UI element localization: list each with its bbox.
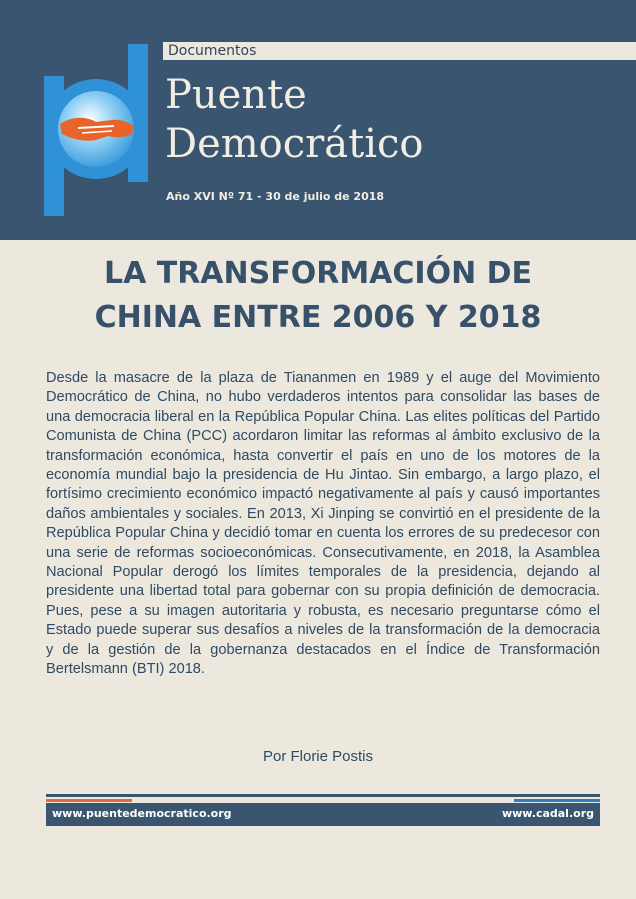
footer-accent-right: [514, 799, 600, 802]
footer-accent-left: [46, 799, 132, 802]
article-abstract: Desde la masacre de la plaza de Tiananmen en 1989 y el auge del Movimiento Democrático de China, no hubo verdaderos intentos para consolidar las bases de una democracia liberal en la República Popular China. Las elites políticas del Partido Comunista de China (PCC) acordaron limitar las reformas al ámbito exclusivo de la transformación económica, hasta convertir el país en uno de los motores de la economía mundial bajo la presidencia de Hu Jintao. Sin embargo, a largo plazo, el fortísimo crecimiento económico impactó negativamente al país y causó importantes daños ambientales y sociales. En 2013, Xi Jinping se convirtió en el presidente de la República Popular China y decidió tomar en cuenta los errores de su predecesor con una serie de reformas socioeconómicas. Consecutivamente, en 2018, la Asamblea Nacional Popular derogó los límites temporales de la presidencia, dejando al presidente una libertad total para gobernar con su propia definición de democracia. Pues, pese a su imagen autoritaria y robusta, es necesario preguntarse cómo el Estado puede superar sus desafíos a niveles de la transformación de la democracia y de la gestión de la gobernanza destacados en el Índice de Transformación Bertelsmann (BTI) 2018.: [46, 370, 600, 678]
brand-name-line2: Democrático: [165, 121, 424, 167]
header-banner: [0, 0, 636, 240]
brand-name-line1: Puente: [165, 72, 307, 118]
section-label: Documentos: [168, 43, 257, 59]
article-title-line2: CHINA ENTRE 2006 Y 2018: [94, 300, 542, 335]
pd-handshake-logo-icon: [42, 42, 152, 218]
article-title-line1: LA TRANSFORMACIÓN DE: [103, 256, 533, 291]
issue-info: Año XVI Nº 71 - 30 de julio de 2018: [166, 190, 385, 203]
puentedemocratico-link[interactable]: www.puentedemocratico.org: [52, 807, 232, 820]
cadal-link[interactable]: www.cadal.org: [501, 807, 594, 820]
footer: [46, 794, 600, 826]
footer-divider: [46, 794, 600, 797]
article-title: [20, 252, 616, 340]
article-author: Por Florie Postis: [262, 748, 374, 765]
